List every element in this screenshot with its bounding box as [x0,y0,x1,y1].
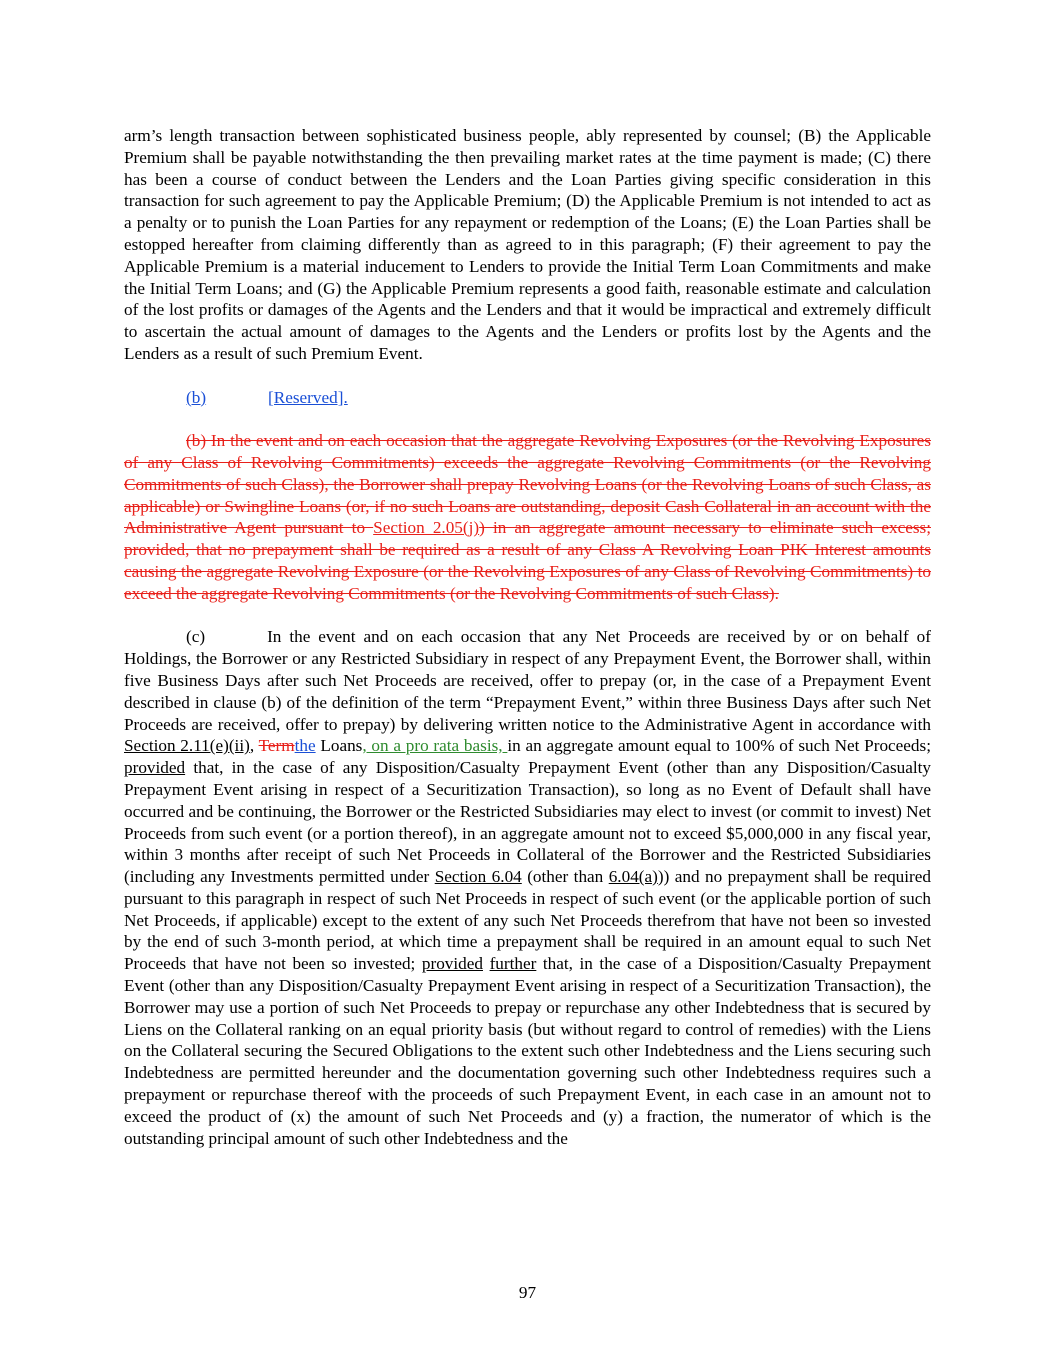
inserted-text: the [294,736,316,756]
defined-term-further: further [489,954,537,974]
paragraph-text: )) and no prepayment shall be required pursuant to this paragraph in respect of such Net Proceeds in respect of such event (or the applicable portion of such Net Proceeds, if applicable) except to the extent of any such Net Proceeds therefrom that have not been so invested by the end of such 3-month period, at which time a prepayment shall be required in an amount equal to such Net Proceeds that have not been so invested; [124,867,931,974]
paragraph-b-reserved [124,387,931,409]
paragraph-text: that, in the case of any Disposition/Casualty Prepayment Event (other than any Disposition/Casualty Prepayment Event arising in respect of a Securitization Transaction), so long as no Event of Default shall have occurred and be continuing, the Borrower or the Restricted Subsidiaries may elect to invest (or commit to invest) Net Proceeds from such event (or a portion thereof), in an aggregate amount not to exceed $5,000,000 in any fiscal year, within 3 months after receipt of such Net Proceeds in Collateral of the Borrower and the Restricted Subsidiaries (including any Investments permitted under [124,758,931,887]
paragraph-text: (other than [521,867,609,887]
reserved-label: [Reserved]. [268,387,348,407]
section-reference: 6.04(a) [608,867,658,887]
document-page [124,125,931,1149]
paragraph-a-continuation [124,125,931,365]
deleted-text: Term [258,736,295,756]
section-reference: Section 2.11(e)(ii) [124,736,250,756]
paragraph-c [124,626,931,1149]
paragraph-b-deleted [124,430,931,604]
paragraph-text: in an aggregate amount equal to 100% of such Net Proceeds; [507,736,931,756]
page-number: 97 [518,1283,537,1302]
paragraph-c-marker: (c) [186,627,206,647]
section-reference: Section 2.05(j) [373,518,480,538]
defined-term-provided: provided [124,758,186,778]
deleted-text: ) in an aggregate amount necessary to eliminate such excess; provided, that no prepayment shall be required as a result of any Class A Revolving Loan PIK Interest amounts causing the aggregate Revolving Exposure (or the Revolving Exposures of any Class of Revolving Commitments) to exceed the aggregate Revolving Commitments (or the Revolving Commitments of such Class). [124,518,931,603]
deleted-text: (b) In the event and on each occasion that the aggregate Revolving Exposures (or the Revolving Exposures of any Class of Revolving Commitments) exceeds the aggregate Revolving Commitments (or the Revolving Commitments of such Class), the Borrower shall prepay Revolving Loans (or the Revolving Loans of such Class, as applicable) or Swingline Loans (or, if no such Loans are outstanding, deposit Cash Collateral in an account with the Administrative Agent pursuant to [124,431,931,538]
defined-term-provided: provided [421,954,483,974]
moved-text: , on a pro rata basis, [362,736,508,756]
paragraph-text: In the event and on each occasion that any Net Proceeds are received by or on behalf of Holdings, the Borrower or any Restricted Subsidiary in respect of any Prepayment Event, the Borrower shall, within five Business Days after such Net Proceeds are received, offer to prepay (or, in the case of a Prepayment Event described in clause (b) of the definition of the term “Prepayment Event,” within three Business Days after such Net Proceeds are received, offer to prepay) by delivering written notice to the Administrative Agent in accordance with [124,627,931,734]
section-reference: Section 6.04 [434,867,522,887]
paragraph-text: Loans [315,736,363,756]
paragraph-b-marker: (b) [186,387,207,407]
paragraph-a-text: arm’s length transaction between sophisticated business people, ably represented by counsel; (B) the Applicable Premium shall be payable notwithstanding the then prevailing market rates at the time payment is made; (C) there has been a course of conduct between the Lenders and the Loan Parties giving specific consideration in this transaction for such agreement to pay the Applicable Premium; (D) the Applicable Premium is not intended to act as a penalty or to punish the Loan Parties for any repayment or redemption of the Loans; (E) the Loan Parties shall be estopped hereafter from claiming differently than as agreed to in this paragraph; (F) their agreement to pay the Applicable Premium is a material inducement to Lenders to provide the Initial Term Loan Commitments and make the Initial Term Loans; and (G) the Applicable Premium represents a good faith, reasonable estimate and calculation of the lost profits or damages of the Agents and the Lenders and that it would be impractical and extremely difficult to ascertain the actual amount of damages to the Agents and the Lenders or profits lost by the Agents and the Lenders as a result of such Premium Event. [124,126,931,363]
paragraph-text: , [249,736,259,756]
paragraph-text: that, in the case of a Disposition/Casualty Prepayment Event (other than any Disposition/Casualty Prepayment Event arising in respect of a Securitization Transaction), the Borrower may use a portion of such Net Proceeds to prepay or repurchase any other Indebtedness that is secured by Liens on the Collateral ranking on an equal priority basis (but without regard to control of remedies) with the Liens on the Collateral securing the Secured Obligations to the extent such other Indebtedness and the Liens securing such Indebtedness are permitted hereunder and the documentation governing such other Indebtedness requires such a prepayment or repurchase thereof with the proceeds of such Prepayment Event, in each case in an amount not to exceed the product of (x) the amount of such Net Proceeds and (y) a fraction, the numerator of which is the outstanding principal amount of such other Indebtedness and the [124,954,931,1148]
